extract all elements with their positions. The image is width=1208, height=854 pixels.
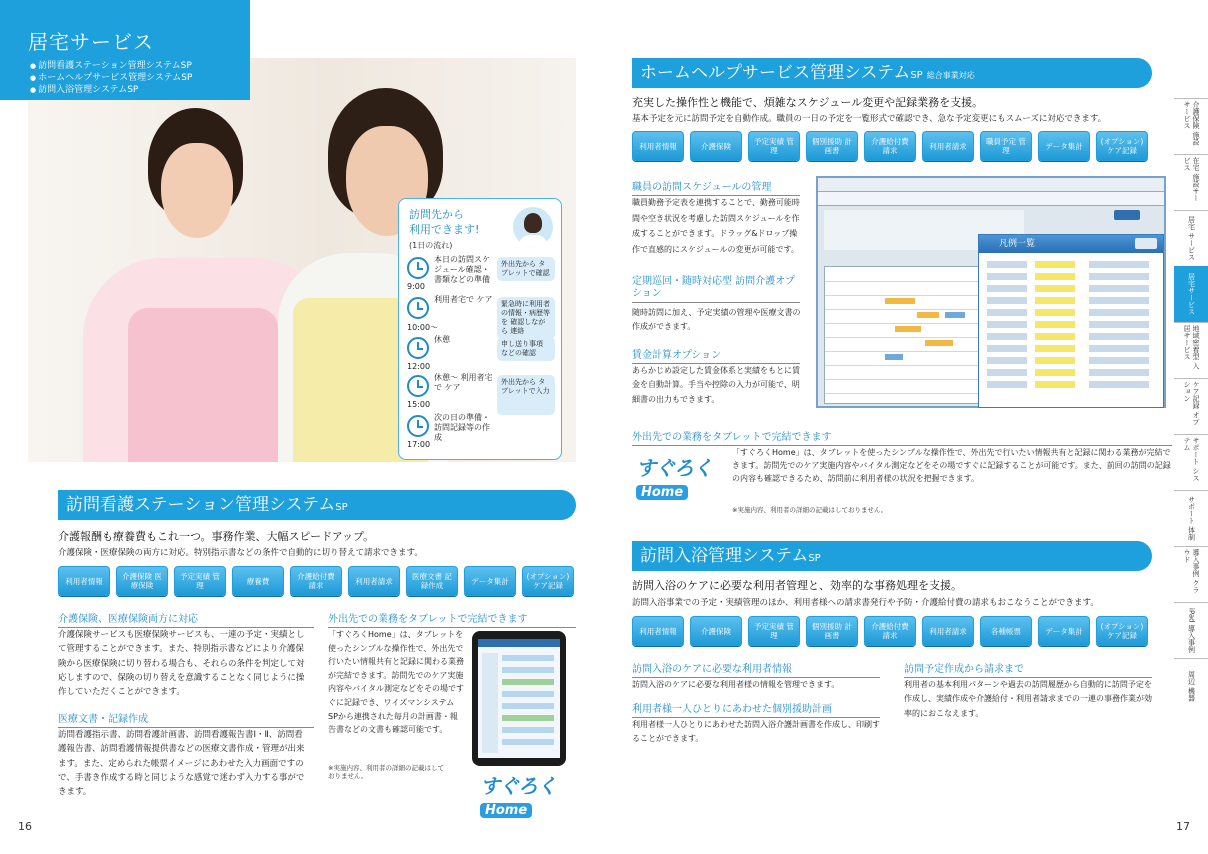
nursing-subline: 介護保険・医療保険の両方に対応。特別指示書などの条件で自動的に切り替えて請求できます。 [58, 548, 423, 558]
index-tab[interactable]: 在宅 施設サービス [1174, 154, 1208, 210]
clock-icon [407, 415, 429, 437]
category-item: ● ホームヘルプサービス管理システムSP [30, 72, 192, 84]
index-tab[interactable]: 地域密着型 入居サービス [1174, 322, 1208, 378]
category-list [30, 60, 192, 96]
feature-button[interactable]: 各種帳票 [980, 616, 1032, 646]
tablet-image [472, 631, 566, 766]
page-number: 17 [1176, 820, 1190, 833]
feature-button[interactable]: データ集計 [464, 566, 516, 596]
block-text: 介護保険サービスも医療保険サービスも、一連の予定・実績として管理することができます。また、特別指示書などにより介護保険から医療保険に切り替わる場合も、それらの条件を判定して対応しますので、保険の切り替えを意識することなく同じように操作していただくことができます。 [58, 630, 305, 698]
feature-button[interactable]: 介護給付費 請求 [864, 616, 916, 646]
clock-icon [407, 375, 429, 397]
index-side-tabs [1174, 98, 1208, 714]
block-title: 介護保険、医療保険両方に対応 [58, 610, 314, 628]
popup-close-button[interactable] [1135, 238, 1157, 249]
feature-button[interactable]: 療養費 [232, 566, 284, 596]
daily-schedule-card [398, 198, 562, 460]
block-note: ※実施内容、利用者の詳細の記載はしておりません。 [732, 506, 888, 514]
feature-button[interactable]: (オプション) ケア記録 [1096, 616, 1148, 646]
nurse-avatar [513, 207, 553, 247]
clock-icon [407, 257, 429, 279]
nursing-tagline: 介護報酬も療養費もこれ一つ。事務作業、大幅スピードアップ。 [58, 530, 375, 543]
block-title: 利用者様一人ひとりにあわせた個別援助計画 [632, 700, 880, 718]
bath-tagline: 訪問入浴のケアに必要な利用者管理と、効率的な事務処理を支援。 [632, 579, 962, 592]
feature-button[interactable]: 介護保険 [690, 131, 742, 161]
index-tab-active[interactable]: 居宅サービス [1174, 266, 1208, 322]
clock-icon [407, 337, 429, 359]
schedule-software-screenshot [816, 176, 1166, 408]
home-subline: 基本予定を元に訪問予定を自動作成。職員の一日の予定を一覧形式で確認でき、急な予定変更にもスムーズに対応できます。 [632, 114, 1107, 124]
feature-button[interactable]: 利用者情報 [58, 566, 110, 596]
feature-button[interactable]: 介護給付費 請求 [290, 566, 342, 596]
feature-button[interactable]: 個別援助 計画書 [806, 616, 858, 646]
block-text: 職員勤務予定表を連携することで、勤務可能時間や空き状況を考慮した訪問スケジュールを作成することができます。ドラッグ&ドロップ操作で直感的にスケジュールの変更が可能です。 [632, 198, 800, 254]
nursing-feature-buttons [58, 566, 574, 596]
block-text: 「すぐろくHome」は、タブレットを使ったシンプルな操作性で、外出先で行いたい情報共有と記録に関わる業務が完結できます。訪問先でのケア実施内容やバイタル測定などをその場ですぐに記録することが可能です。また、前回の訪問の記録の内容も確認できるため、訪問前に利用者様の状況を把握できます。 [732, 448, 1171, 484]
feature-button[interactable]: 予定実績 管理 [174, 566, 226, 596]
nursing-station-title: 訪問看護ステーション管理システムSP [58, 490, 576, 520]
category-item: ● 訪問入浴管理システムSP [30, 84, 192, 96]
block-text: 利用者様一人ひとりにあわせた訪問入浴介護計画書を作成し、印刷することができます。 [632, 720, 880, 744]
index-tab[interactable]: 導入事例 クラウド [1174, 546, 1208, 602]
feature-button[interactable]: 職員予定 管理 [980, 131, 1032, 161]
schedule-row: 9:00 本日の訪問スケジュール確認・書類などの準備 外出先から タブレットで確認 [407, 255, 557, 291]
feature-button[interactable]: (オプション) ケア記録 [522, 566, 574, 596]
bath-feature-buttons [632, 616, 1148, 646]
category-tab [0, 0, 250, 100]
block-title: 外出先での業務をタブレットで完結できます [328, 610, 576, 628]
page-number: 16 [18, 820, 32, 833]
clock-icon [407, 297, 429, 319]
block-title: 賃金計算オプション [632, 346, 800, 364]
block-title: 医療文書・記録作成 [58, 710, 314, 728]
block-title: 外出先での業務をタブレットで完結できます [632, 428, 1172, 446]
feature-button[interactable]: 介護保険 [690, 616, 742, 646]
left-page [0, 0, 590, 854]
feature-button[interactable]: 医療文書 記録作成 [406, 566, 458, 596]
feature-button[interactable]: 利用者請求 [922, 616, 974, 646]
home-feature-buttons [632, 131, 1148, 161]
block-text: 随時訪問に加え、予定実績の管理や医療文書の作成ができます。 [632, 308, 801, 332]
index-tab[interactable]: 居宅 サービス [1174, 210, 1208, 266]
schedule-row: 17:00 次の日の準備・訪問記録等の作成 [407, 413, 490, 449]
feature-button[interactable]: 予定実績 管理 [748, 616, 800, 646]
bath-subline: 訪問入浴事業での予定・実績管理のほか、利用者様への請求書発行や予防・介護給付費の請求もおこなうことができます。 [632, 598, 1099, 608]
block-title: 定期巡回・随時対応型 訪問介護オプション [632, 276, 800, 303]
schedule-flow-label: (1日の流れ) [409, 241, 453, 250]
home-help-title: ホームヘルプサービス管理システムSP 総合事業対応 [632, 58, 1152, 88]
feature-button[interactable]: 利用者請求 [348, 566, 400, 596]
home-tagline: 充実した操作性と機能で、煩雑なスケジュール変更や記録業務を支援。 [632, 96, 984, 109]
feature-button[interactable]: 利用者情報 [632, 131, 684, 161]
feature-button[interactable]: 介護給付費 請求 [864, 131, 916, 161]
block-text: 利用者の基本利用パターンや過去の訪問履歴から自動的に訪問予定を作成し、実績作成や介護給付・利用者請求までの一連の事務作業が効率的におこなえます。 [904, 680, 1152, 718]
schedule-row: 15:00 休憩～ 利用者宅で ケア 外出先から タブレットで入力 [407, 373, 557, 409]
block-text: 訪問看護指示書、訪問看護計画書、訪問看護報告書Ⅰ・Ⅱ、訪問看護報告書、訪問看護情報提供書などの医療文書作成・管理が出来ます。また、定められた帳票イメージにあわせた入力画面ですので、手書き作成する時と同じような感覚で迷わず入力する事ができます。 [58, 730, 305, 798]
index-tab[interactable]: iPad 導入事例 [1174, 602, 1208, 658]
legend-popup [978, 234, 1164, 408]
schedule-row: 12:00 休憩 申し送り事項 などの確認 [407, 335, 557, 371]
legend-popup-title: 凡例一覧 [979, 235, 1163, 253]
index-tab[interactable]: 介護保険 施設サービス [1174, 98, 1208, 154]
schedule-heading: 訪問先から 利用できます! [409, 208, 480, 236]
feature-button[interactable]: データ集計 [1038, 616, 1090, 646]
block-note: ※実施内容、利用者の詳細の記載はしておりません。 [328, 764, 444, 780]
feature-button[interactable]: データ集計 [1038, 131, 1090, 161]
schedule-row: 10:00～ 利用者宅で ケア 緊急時に利用者の情報・病歴等を 確認しながら 連絡 [407, 295, 557, 331]
feature-button[interactable]: 予定実績 管理 [748, 131, 800, 161]
feature-button[interactable]: 介護保険 医療保険 [116, 566, 168, 596]
block-text: あらかじめ設定した賃金体系と実績をもとに賃金を自動計算。手当や控除の入力が可能で、明細書の出力もできます。 [632, 366, 800, 404]
block-title: 訪問入浴のケアに必要な利用者情報 [632, 660, 880, 678]
category-item: ● 訪問看護ステーション管理システムSP [30, 60, 192, 72]
sugoroku-home-logo: すぐろく Home [636, 456, 712, 500]
category-title: 居宅サービス [28, 30, 154, 54]
feature-button[interactable]: 利用者情報 [632, 616, 684, 646]
index-tab[interactable]: サポート システム [1174, 434, 1208, 490]
sugoroku-home-logo: すぐろく Home [480, 774, 556, 818]
feature-button[interactable]: 個別援助 計画書 [806, 131, 858, 161]
index-tab[interactable]: 周辺 機器 [1174, 658, 1208, 714]
block-title: 職員の訪問スケジュールの管理 [632, 178, 800, 196]
index-tab[interactable]: ケア記録 オプション [1174, 378, 1208, 434]
block-text: 「すぐろくHome」は、タブレットを使ったシンプルな操作性で、外出先で行いたい情報共有と記録に関わる業務が完結できます。訪問先でのケア実施内容やバイタル測定などをその場ですぐに記録でき、ワイズマンシステムSPから連携された毎月の計画書・報告書などの文書も確認可能です。 [328, 630, 464, 735]
feature-button[interactable]: 利用者請求 [922, 131, 974, 161]
block-title: 訪問予定作成から請求まで [904, 660, 1152, 678]
feature-button[interactable]: (オプション) ケア記録 [1096, 131, 1148, 161]
bath-title: 訪問入浴管理システムSP [632, 541, 1152, 571]
block-text: 訪問入浴のケアに必要な利用者様の情報を管理できます。 [632, 680, 840, 689]
index-tab[interactable]: サポート 体制 [1174, 490, 1208, 546]
